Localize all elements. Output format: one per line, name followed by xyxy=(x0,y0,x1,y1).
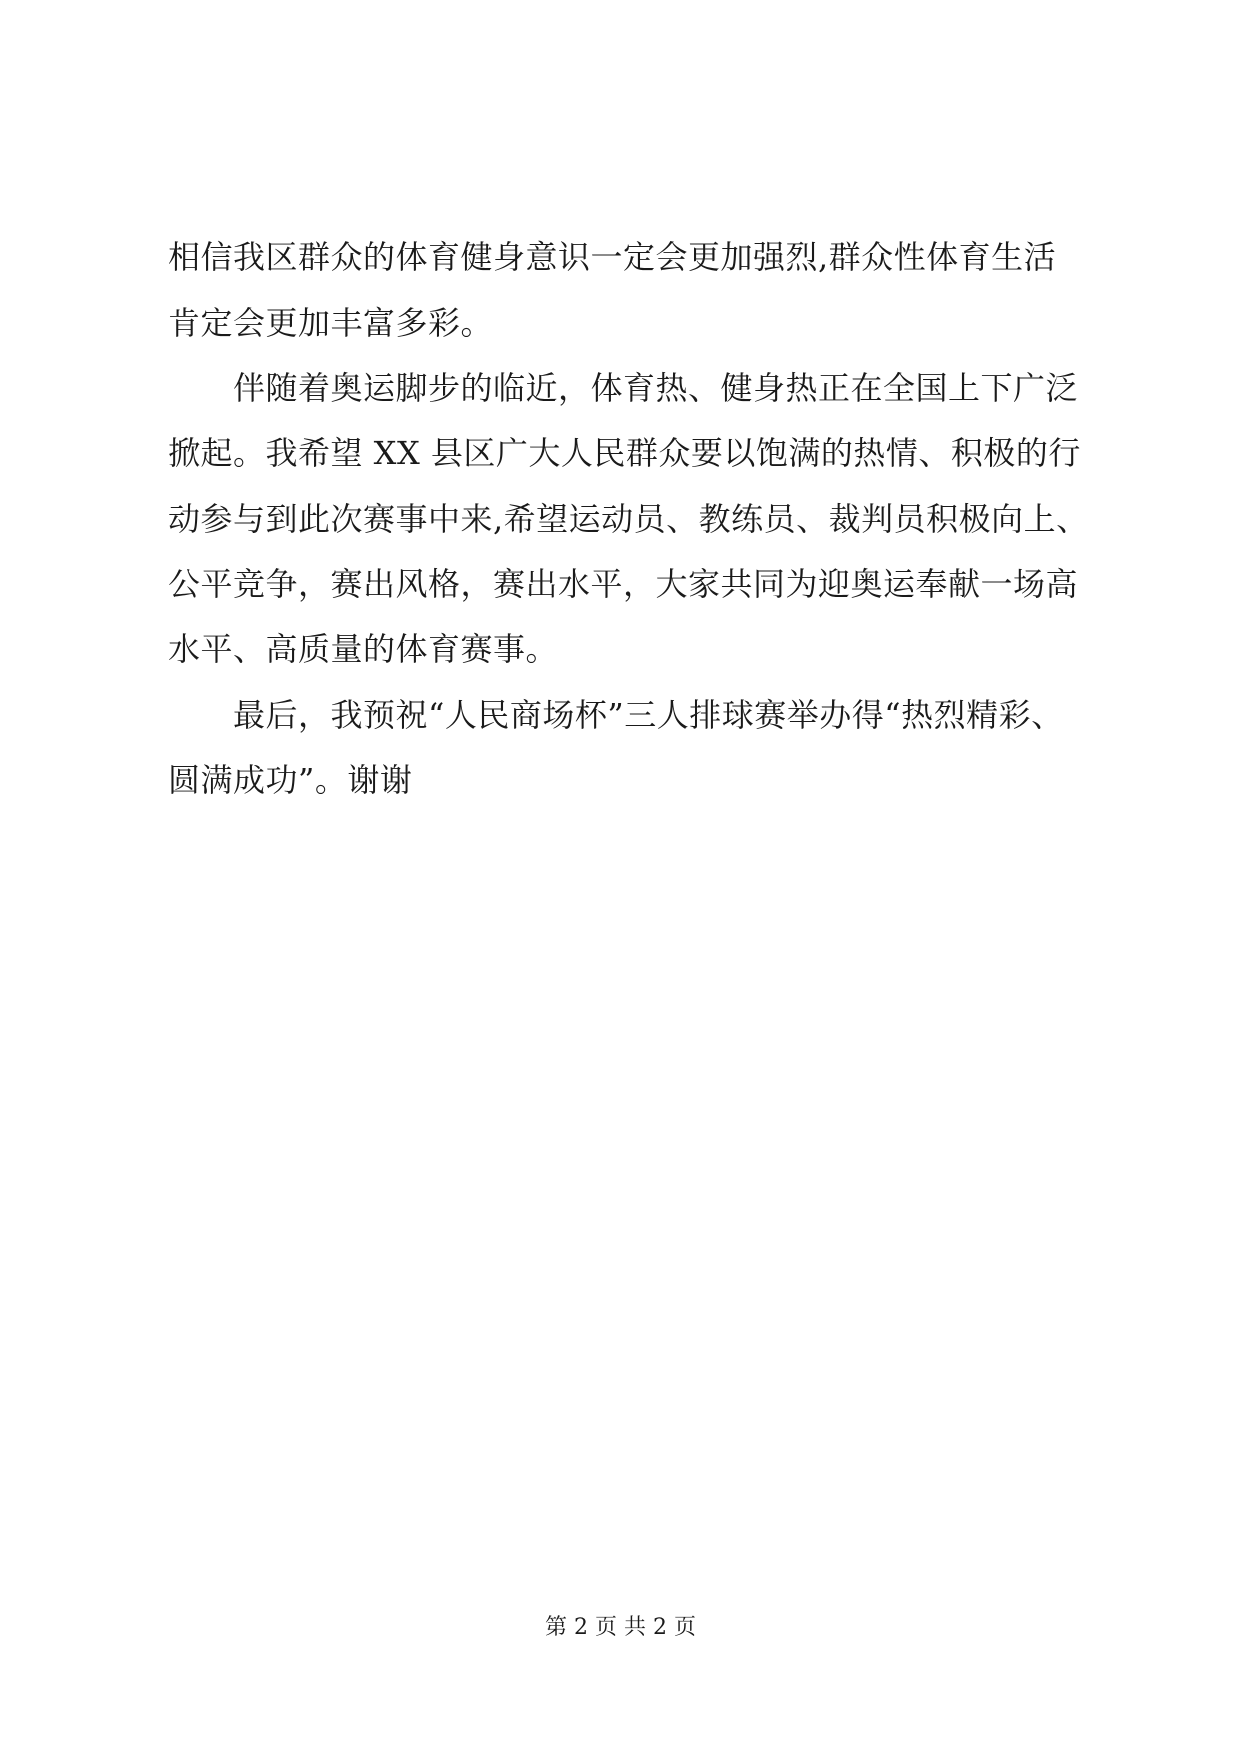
paragraph-2-line-4: 公平竞争，赛出风格，赛出水平，大家共同为迎奥运奉献一场高 xyxy=(168,565,1079,603)
paragraph-1-line-1: 相信我区群众的体育健身意识一定会更加强烈,群众性体育生活 xyxy=(168,238,1057,276)
paragraph-1-line-2: 肯定会更加丰富多彩。 xyxy=(168,304,494,342)
paragraph-2-line-5: 水平、高质量的体育赛事。 xyxy=(168,630,559,668)
paragraph-2-line-1: 伴随着奥运脚步的临近，体育热、健身热正在全国上下广泛 xyxy=(233,369,1079,407)
paragraph-3-line-1: 最后，我预祝“人民商场杯”三人排球赛举办得“热烈精彩、 xyxy=(233,696,1064,734)
page-number-footer: 第 2 页 共 2 页 xyxy=(545,1615,696,1640)
paragraph-2-line-3: 动参与到此次赛事中来,希望运动员、教练员、裁判员积极向上、 xyxy=(168,500,1089,538)
paragraph-2-line-2: 掀起。我希望 XX 县区广大人民群众要以饱满的热情、积极的行 xyxy=(168,434,1081,472)
paragraph-3-line-2: 圆满成功”。谢谢 xyxy=(168,761,413,799)
